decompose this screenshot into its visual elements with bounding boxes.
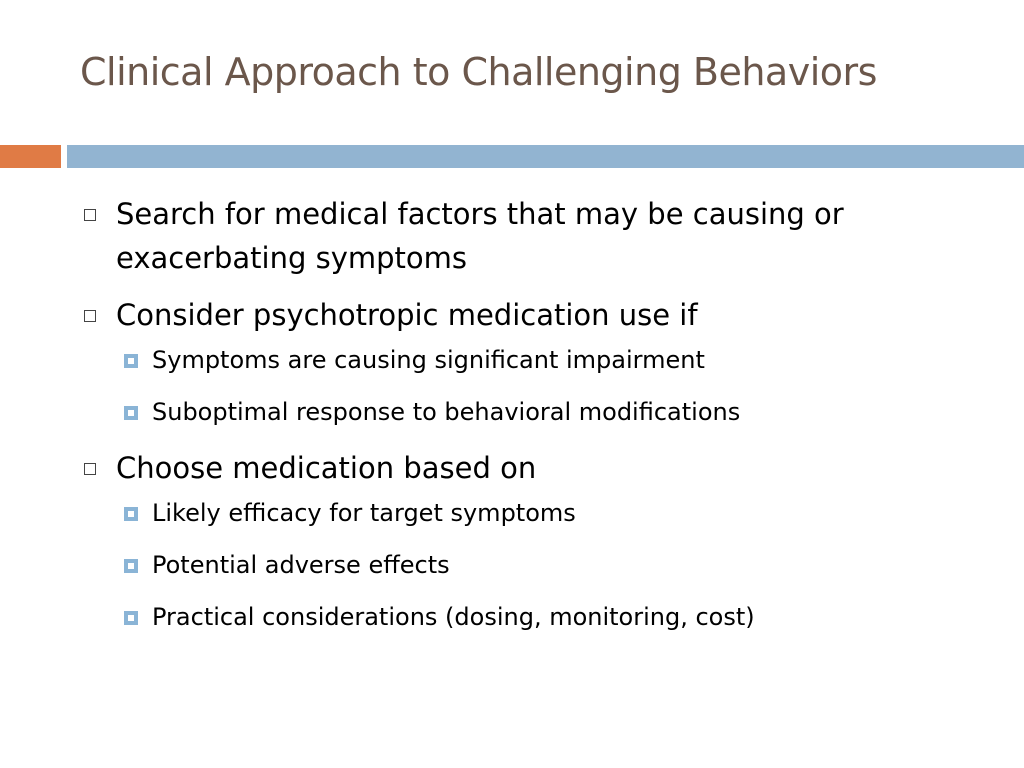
filled-square-bullet-icon — [124, 354, 138, 368]
bullet-item — [82, 293, 982, 337]
bullet-item — [82, 446, 982, 490]
slide-title: Clinical Approach to Challenging Behaviors — [80, 50, 877, 94]
filled-square-bullet-icon — [124, 507, 138, 521]
bullet-item — [82, 192, 982, 280]
filled-square-bullet-icon — [124, 611, 138, 625]
title-accent-bar — [0, 145, 61, 168]
title-divider-bar — [67, 145, 1024, 168]
sub-bullet-text: Suboptimal response to behavioral modifications — [152, 398, 741, 426]
sub-bullet-item — [122, 496, 982, 530]
sub-bullet-item — [122, 548, 982, 582]
filled-square-bullet-icon — [124, 406, 138, 420]
bullet-text: Search for medical factors that may be causing or exacerbating symptoms — [116, 197, 844, 275]
sub-bullet-item — [122, 343, 982, 377]
sub-bullet-item — [122, 395, 982, 429]
sub-bullet-text: Practical considerations (dosing, monitoring, cost) — [152, 603, 755, 631]
hollow-square-bullet-icon — [84, 463, 96, 475]
bullet-text: Choose medication based on — [116, 451, 537, 485]
hollow-square-bullet-icon — [84, 310, 96, 322]
bullet-text: Consider psychotropic medication use if — [116, 298, 698, 332]
hollow-square-bullet-icon — [84, 209, 96, 221]
sub-bullet-text: Likely efficacy for target symptoms — [152, 499, 576, 527]
bullet-list — [82, 192, 982, 652]
sub-bullet-text: Potential adverse effects — [152, 551, 450, 579]
filled-square-bullet-icon — [124, 559, 138, 573]
sub-bullet-text: Symptoms are causing significant impairment — [152, 346, 705, 374]
sub-bullet-item — [122, 600, 982, 634]
